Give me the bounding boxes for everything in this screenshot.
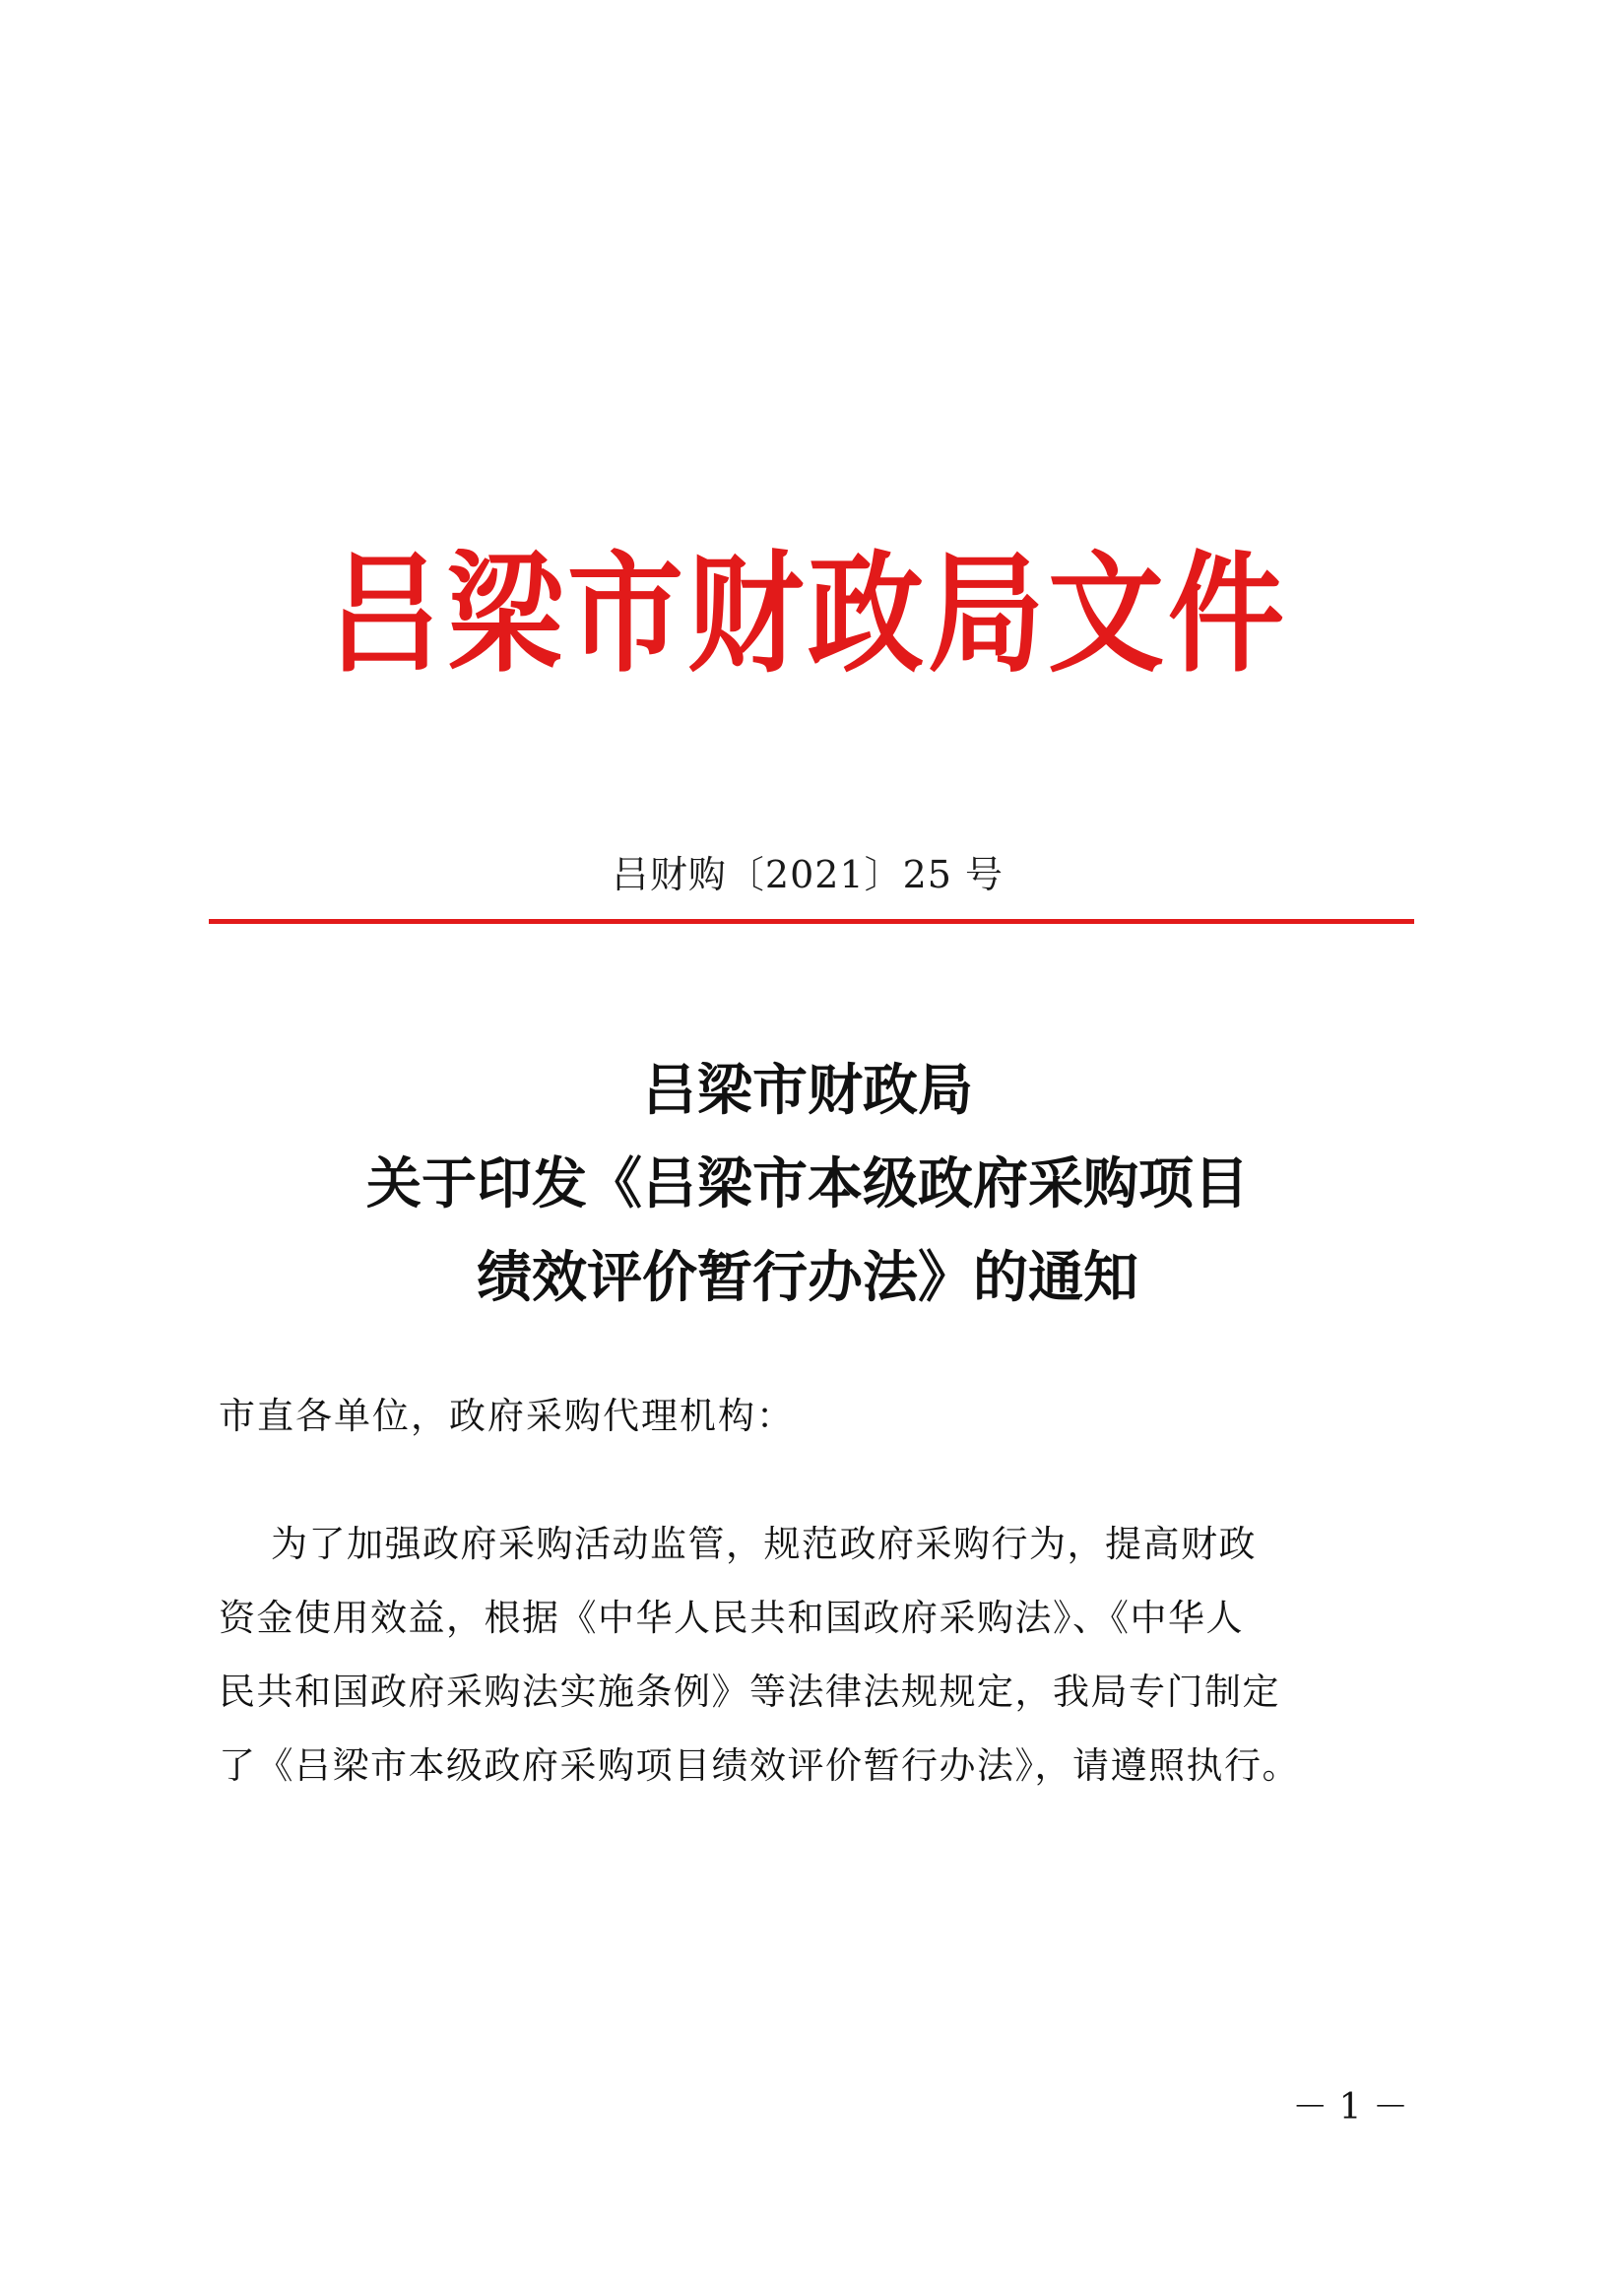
- body-line-4: 了《吕梁市本级政府采购项目绩效评价暂行办法》，请遵照执行。: [219, 1744, 1300, 1787]
- notice-title-line-1: 吕梁市财政局: [642, 1058, 973, 1123]
- body-line-2: 资金使用效益，根据《中华人民共和国政府采购法》、《中华人: [219, 1597, 1244, 1639]
- notice-title-line-2: 关于印发《吕梁市本级政府采购项目: [366, 1151, 1249, 1216]
- salutation: 市直各单位，政府采购代理机构：: [219, 1395, 795, 1437]
- notice-title: [207, 1044, 1408, 1325]
- body-line-1: 为了加强政府采购活动监管，规范政府采购行为，提高财政: [219, 1523, 1258, 1565]
- red-divider-line: [209, 919, 1414, 924]
- document-number: 吕财购〔2021〕25 号: [611, 853, 1005, 896]
- notice-title-line-3: 绩效评价暂行办法》的通知: [477, 1245, 1138, 1310]
- body-line-3: 民共和国政府采购法实施条例》等法律法规规定，我局专门制定: [219, 1671, 1280, 1713]
- issuer-title: 吕梁市财政局文件: [326, 537, 1288, 690]
- page-number: － 1 －: [1292, 2087, 1408, 2128]
- body-paragraph: [219, 1507, 1416, 1803]
